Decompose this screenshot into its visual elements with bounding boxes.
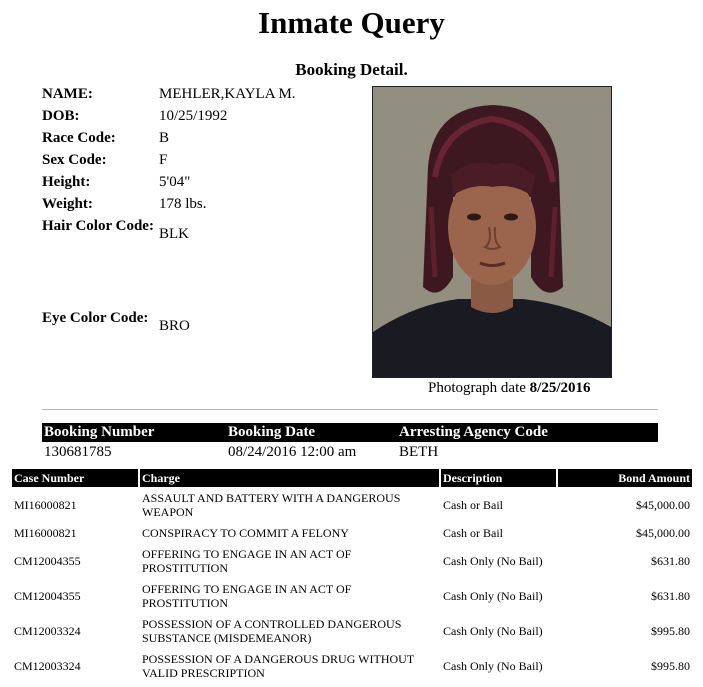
table-row [12, 649, 692, 683]
detail-value: MEHLER,KAYLA M. [159, 86, 296, 102]
charge: OFFERING TO ENGAGE IN AN ACT OF PROSTITUTION [142, 547, 352, 575]
description: Cash or Bail [443, 526, 503, 540]
detail-value: B [159, 130, 170, 146]
table-row [12, 523, 692, 543]
charge-header: Charge [140, 469, 439, 487]
photo-caption-prefix: Photograph date [428, 380, 526, 396]
booking-header-row [42, 423, 658, 442]
detail-value: BLK [159, 226, 189, 242]
table-row [12, 544, 692, 578]
description: Cash Only (No Bail) [443, 659, 543, 673]
case-number: MI16000821 [14, 526, 77, 540]
bond-amount: $45,000.00 [636, 526, 690, 540]
bond-amount: $995.80 [651, 659, 690, 673]
detail-label: Eye Color Code: [42, 310, 149, 326]
case-number: CM12004355 [14, 554, 81, 568]
detail-row-weight [42, 196, 362, 218]
page-title: Inmate Query [258, 5, 445, 40]
charge: ASSAULT AND BATTERY WITH A DANGEROUS WEAPON [142, 491, 401, 519]
booking-table [42, 423, 658, 463]
detail-label: DOB: [42, 108, 80, 124]
description-header: Description [441, 469, 556, 487]
detail-value: 5'04" [159, 174, 191, 190]
table-row [12, 579, 692, 613]
detail-row-eye [42, 310, 362, 350]
detail-label: Height: [42, 174, 91, 190]
bond-amount: $631.80 [651, 589, 690, 603]
arresting-agency-code: BETH [399, 444, 439, 460]
detail-row-height [42, 174, 362, 196]
detail-row-sex [42, 152, 362, 174]
booking-number: 130681785 [44, 444, 112, 460]
booking-date-header: Booking Date [226, 423, 397, 442]
photo-date: 8/25/2016 [529, 380, 591, 396]
detail-row-race [42, 130, 362, 152]
detail-row-hair [42, 218, 362, 310]
page-subtitle: Booking Detail. [295, 60, 408, 79]
booking-number-header: Booking Number [42, 423, 226, 442]
description: Cash Only (No Bail) [443, 554, 543, 568]
charge: POSSESSION OF A DANGEROUS DRUG WITHOUT VALID PRESCRIPTION [142, 652, 414, 680]
case-number: CM12003324 [14, 624, 81, 638]
inmate-photo [372, 86, 612, 378]
detail-label: Weight: [42, 196, 93, 212]
charge: OFFERING TO ENGAGE IN AN ACT OF PROSTITUTION [142, 582, 352, 610]
detail-label: NAME: [42, 86, 93, 102]
bond-amount: $631.80 [651, 554, 690, 568]
photo-caption [428, 379, 591, 397]
booking-value-row [42, 442, 658, 463]
booking-photo-image [373, 87, 611, 377]
charge: POSSESSION OF A CONTROLLED DANGEROUS SUBSTANCE (MISDEMEANOR) [142, 617, 402, 645]
detail-value: 10/25/1992 [159, 108, 228, 124]
detail-value: BRO [159, 318, 190, 334]
charge: CONSPIRACY TO COMMIT A FELONY [142, 526, 349, 540]
bond-amount-header: Bond Amount [558, 469, 692, 487]
detail-value: F [159, 152, 168, 168]
detail-label: Sex Code: [42, 152, 107, 168]
table-row [12, 488, 692, 522]
detail-label: Hair Color Code: [42, 218, 154, 234]
detail-value: 178 lbs. [159, 196, 207, 212]
arresting-agency-header: Arresting Agency Code [397, 423, 658, 442]
case-number-header: Case Number [12, 469, 138, 487]
case-number: MI16000821 [14, 498, 77, 512]
bond-amount: $45,000.00 [636, 498, 690, 512]
detail-row-name [42, 86, 362, 108]
case-number: CM12003324 [14, 659, 81, 673]
table-row [12, 614, 692, 648]
description: Cash Only (No Bail) [443, 589, 543, 603]
detail-row-dob [42, 108, 362, 130]
section-divider [42, 409, 658, 410]
case-number: CM12004355 [14, 589, 81, 603]
bond-amount: $995.80 [651, 624, 690, 638]
detail-label: Race Code: [42, 130, 116, 146]
description: Cash Only (No Bail) [443, 624, 543, 638]
charges-header-row [12, 469, 692, 487]
charges-table [10, 468, 694, 684]
description: Cash or Bail [443, 498, 503, 512]
booking-date: 08/24/2016 12:00 am [228, 444, 357, 460]
inmate-details-table [42, 86, 362, 350]
